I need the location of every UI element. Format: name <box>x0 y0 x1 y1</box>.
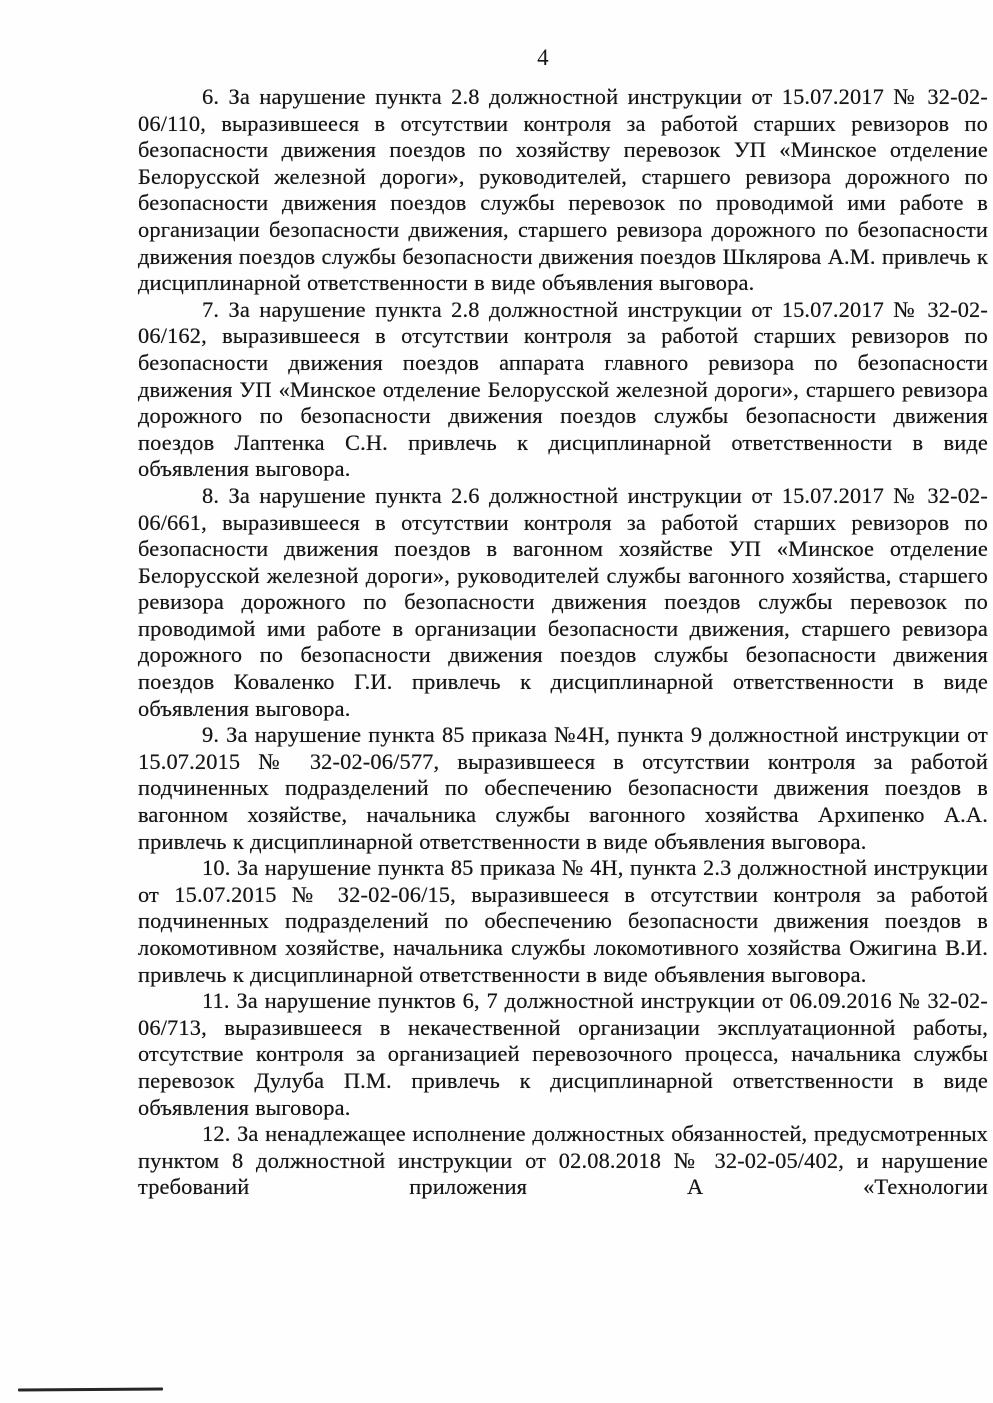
paragraph-7: 7. За нарушение пункта 2.8 должностной инструкции от 15.07.2017 № 32-02-06/162, выразившееся в отсутствии контроля за работой старших ревизоров по безопасности движения поездов аппарата главного ревизора по безопасности движения УП «Минское отделение Белорусской железной дороги», старшего ревизора дорожного по безопасности движения поездов службы безопасности движения поездов Лаптенка С.Н. привлечь к дисциплинарной ответственности в виде объявления выговора. <box>138 296 988 482</box>
page-number: 4 <box>537 45 549 70</box>
paragraph-12: 12. За ненадлежащее исполнение должностных обязанностей, предусмотренных пунктом 8 должностной инструкции от 02.08.2018 № 32-02-05/402, и нарушение требований приложения А «Технологии <box>138 1121 988 1200</box>
paragraph-11: 11. За нарушение пунктов 6, 7 должностной инструкции от 06.09.2016 № 32-02-06/713, выразившееся в некачественной организации эксплуатационной работы, отсутствие контроля за организацией перевозочного процесса, начальника службы перевозок Дулуба П.М. привлечь к дисциплинарной ответственности в виде объявления выговора. <box>138 988 988 1120</box>
paragraph-8: 8. За нарушение пункта 2.6 должностной инструкции от 15.07.2017 № 32-02-06/661, выразившееся в отсутствии контроля за работой старших ревизоров по безопасности движения поездов в вагонном хозяйстве УП «Минское отделение Белорусской железной дороги», руководителей службы вагонного хозяйства, старшего ревизора дорожного по безопасности движения поездов службы перевозок по проводимой ими работе в организации безопасности движения, старшего ревизора дорожного по безопасности движения поездов службы безопасности движения поездов Коваленко Г.И. привлечь к дисциплинарной ответственности в виде объявления выговора. <box>138 482 988 721</box>
document-body <box>138 84 988 1201</box>
paragraph-9: 9. За нарушение пункта 85 приказа №4Н, пункта 9 должностной инструкции от 15.07.2015 № 32-02-06/577, выразившееся в отсутствии контроля за работой подчиненных подразделений по обеспечению безопасности движения поездов в вагонном хозяйстве, начальника службы вагонного хозяйства Архипенко А.А. привлечь к дисциплинарной ответственности в виде объявления выговора. <box>138 722 988 854</box>
paragraph-6: 6. За нарушение пункта 2.8 должностной инструкции от 15.07.2017 № 32-02-06/110, выразившееся в отсутствии контроля за работой старших ревизоров по безопасности движения поездов по хозяйству перевозок УП «Минское отделение Белорусской железной дороги», руководителей, старшего ревизора дорожного по безопасности движения поездов службы перевозок по проводимой ими работе в организации безопасности движения, старшего ревизора дорожного по безопасности движения поездов службы безопасности движения поездов Шклярова А.М. привлечь к дисциплинарной ответственности в виде объявления выговора. <box>138 84 988 296</box>
scan-artifact-line <box>18 1387 163 1391</box>
paragraph-10: 10. За нарушение пункта 85 приказа № 4Н, пункта 2.3 должностной инструкции от 15.07.2015 № 32-02-06/15, выразившееся в отсутствии контроля за работой подчиненных подразделений по обеспечению безопасности движения поездов в локомотивном хозяйстве, начальника службы локомотивного хозяйства Ожигина В.И. привлечь к дисциплинарной ответственности в виде объявления выговора. <box>138 855 988 987</box>
